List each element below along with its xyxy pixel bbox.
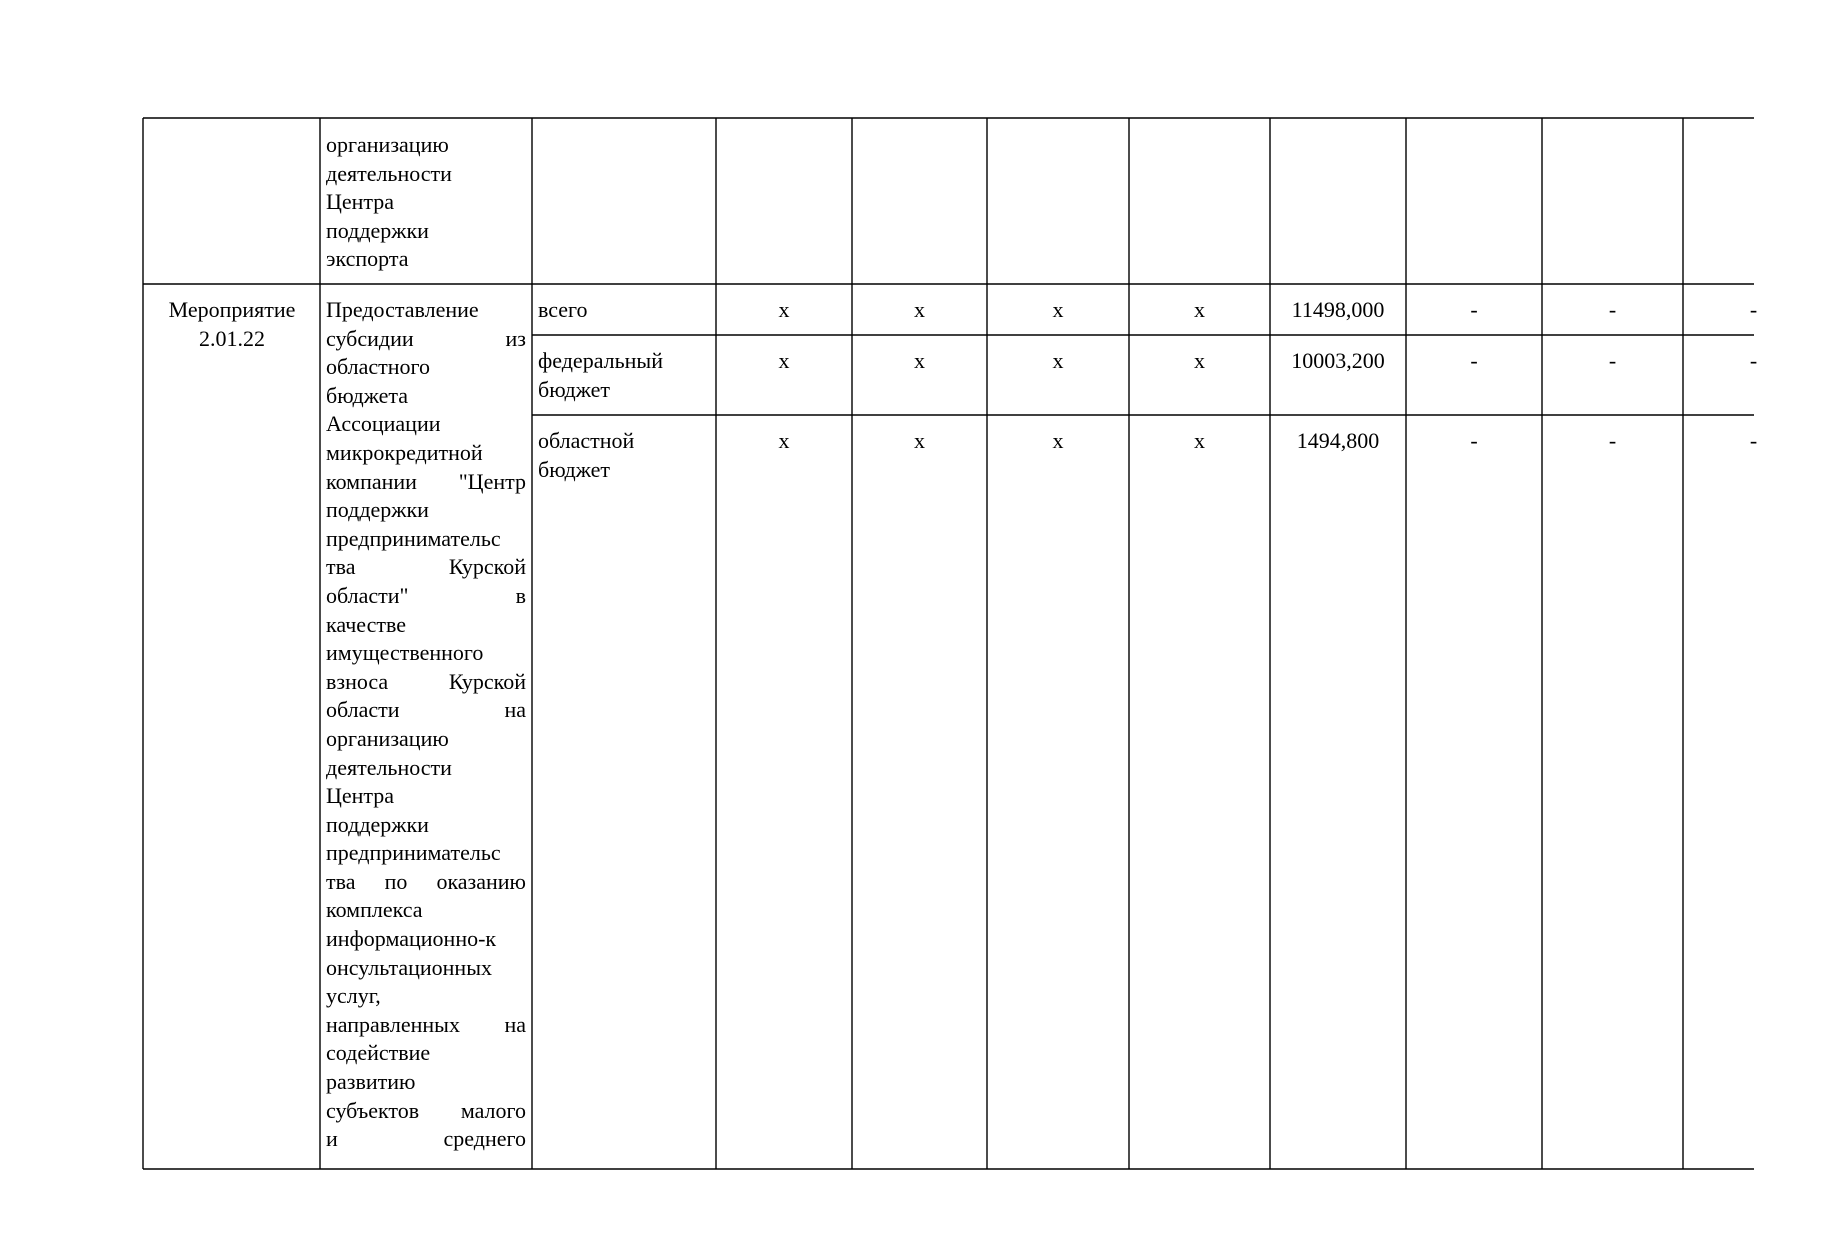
value-cell: x (914, 348, 925, 373)
description-line: субсидии из (326, 325, 526, 351)
value-cell: - (1749, 348, 1758, 373)
description-line: и среднего (326, 1126, 526, 1152)
value-cell: - (1470, 428, 1478, 453)
value-cell: x (914, 297, 925, 322)
value-cell: x (778, 428, 790, 453)
description-line: деятельности (326, 160, 452, 186)
amount-cell: 11498,000 (1291, 297, 1385, 322)
description-line: экспорта (326, 246, 409, 272)
description-line: субъектов малого (326, 1097, 526, 1123)
description-line: тва по оказанию (326, 868, 526, 894)
description-line: организацию (326, 132, 449, 157)
value-cell: x (1052, 428, 1064, 453)
description-line: имущественного (326, 640, 484, 666)
measure-description-cell (326, 296, 526, 1154)
description-line: направленных на (326, 1011, 526, 1037)
value-cell: - (1749, 297, 1758, 322)
description-line: поддержки (326, 497, 429, 523)
description-line: компании "Центр (326, 468, 526, 494)
value-cell: - (1470, 348, 1478, 373)
continued-description-cell (326, 131, 526, 274)
description-line: организацию (326, 725, 449, 751)
value-cell: - (1470, 297, 1478, 322)
funding-source: областной бюджет (538, 428, 635, 482)
value-cell: x (1194, 428, 1205, 453)
description-line: развитию (326, 1069, 416, 1095)
value-cell: x (778, 297, 790, 322)
value-cell: - (1608, 348, 1617, 373)
amount-cell: 1494,800 (1296, 428, 1380, 453)
description-line: тва Курской (326, 554, 526, 580)
description-line: области на (326, 697, 526, 723)
measure-label: Мероприятие (168, 297, 296, 322)
value-cell: x (1052, 348, 1064, 373)
description-line: предпринимательс (326, 840, 501, 866)
description-line: качестве (326, 611, 407, 637)
description-line: Центра (326, 783, 395, 809)
description-line: области" в (326, 582, 526, 608)
description-line: поддержки (326, 217, 429, 243)
value-cell: x (778, 348, 790, 373)
description-line: содействие (326, 1040, 431, 1066)
description-line: взноса Курской (326, 668, 526, 694)
description-line: областного (326, 354, 431, 380)
description-line: предпринимательс (326, 525, 501, 551)
amount-cell: 10003,200 (1291, 348, 1385, 373)
description-line: деятельности (326, 754, 452, 780)
description-line: микрокредитной (326, 439, 483, 465)
measure-number: 2.01.22 (199, 325, 265, 351)
value-cell: x (914, 428, 925, 453)
description-line: комплекса (326, 897, 423, 923)
value-cell: x (1052, 297, 1064, 322)
value-cell: - (1608, 428, 1617, 453)
funding-source: федеральный бюджет (538, 348, 663, 402)
funding-source: всего (538, 297, 588, 322)
value-cell: x (1194, 348, 1205, 373)
value-cell: - (1749, 428, 1758, 453)
description-line: услуг, (326, 983, 381, 1009)
description-line: поддержки (326, 811, 429, 837)
value-cell: x (1194, 297, 1205, 322)
value-cell: - (1608, 297, 1617, 322)
description-line: информационно-к (326, 926, 497, 952)
description-line: Ассоциации (326, 411, 441, 437)
description-line: Центра (326, 189, 395, 215)
description-line: онсультационных (326, 954, 492, 980)
description-line: бюджета (326, 382, 409, 408)
measure-code-cell (146, 296, 318, 353)
description-line: Предоставление (326, 297, 479, 322)
